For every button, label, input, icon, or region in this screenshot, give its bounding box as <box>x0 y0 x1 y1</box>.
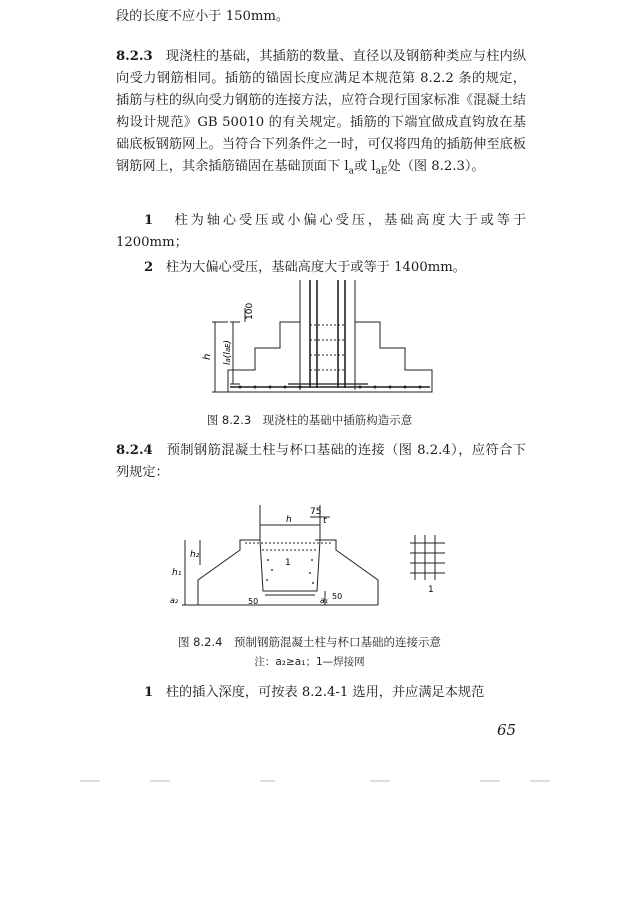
section-number: 8.2.4 <box>116 443 153 458</box>
label-a1: a₁ <box>320 596 329 605</box>
label-t: t <box>323 516 327 526</box>
item-number: 1 <box>144 213 154 228</box>
section-text: 预制钢筋混凝土柱与杯口基础的连接（图 8.2.4），应符合下列规定： <box>116 443 526 480</box>
subscript-aE: aE <box>375 166 388 177</box>
figure-8-2-4-note: 注：a₂≥a₁；1—焊接网 <box>254 656 365 668</box>
section-8-2-4 <box>116 440 526 484</box>
item-1 <box>116 210 526 254</box>
label-h2: h₂ <box>190 550 200 560</box>
item-2 <box>116 257 526 279</box>
item-b1 <box>116 682 526 704</box>
label-50a: 50 <box>248 597 259 606</box>
section-text: 现浇柱的基础，其插筋的数量、直径以及钢筋种类应与柱内纵向受力钢筋相同。插筋的锚固长度应满足本规范第 8.2.2 条的规定，插筋与柱的纵向受力钢筋的连接方法，应符合现行国家标准《混凝土结构设计规范》GB 50010 的有关规定。插筋的下端宜做成直钩放在基础底板钢筋网上。当符合下列条件之一时，可仅将四角的插筋伸至底板钢筋网上，其余插筋锚固在基础顶面下 l <box>116 49 527 174</box>
section-text-mid: 或 l <box>353 159 376 174</box>
label-1: 1 <box>285 558 291 568</box>
figure-8-2-3-caption: 图 8.2.3 现浇柱的基础中插筋构造示意 <box>206 413 413 427</box>
label-100: 100 <box>245 302 255 320</box>
figure-8-2-4-caption: 图 8.2.4 预制钢筋混凝土柱与杯口基础的连接示意 <box>178 635 441 649</box>
subscript-a: a <box>348 166 354 177</box>
figure-8-2-3 <box>200 280 450 405</box>
item-text: 柱的插入深度，可按表 8.2.4-1 选用，并应满足本规范 <box>165 685 485 700</box>
figure-8-2-4 <box>160 495 470 625</box>
label-h: h <box>202 353 213 360</box>
top-line: 段的长度不应小于 150mm。 <box>116 9 290 24</box>
bleed-through-marks <box>60 778 560 784</box>
item-text: 柱为轴心受压或小偏心受压，基础高度大于或等于 1200mm； <box>116 213 526 250</box>
label-a2: a₂ <box>170 596 179 605</box>
section-text-tail: 处（图 8.2.3）。 <box>387 159 485 174</box>
item-text: 柱为大偏心受压，基础高度大于或等于 1400mm。 <box>165 260 466 275</box>
label-la: la(laE) <box>223 339 233 365</box>
page-number: 65 <box>497 721 517 739</box>
item-number: 2 <box>144 260 154 275</box>
section-8-2-3 <box>116 46 526 183</box>
label-50b: 50 <box>332 592 343 601</box>
section-number: 8.2.3 <box>116 49 153 64</box>
label-75: 75 <box>310 507 322 517</box>
label-h: h <box>286 515 292 525</box>
item-number: 1 <box>144 685 154 700</box>
label-mesh: 1 <box>428 585 434 595</box>
label-h1: h₁ <box>172 568 182 578</box>
